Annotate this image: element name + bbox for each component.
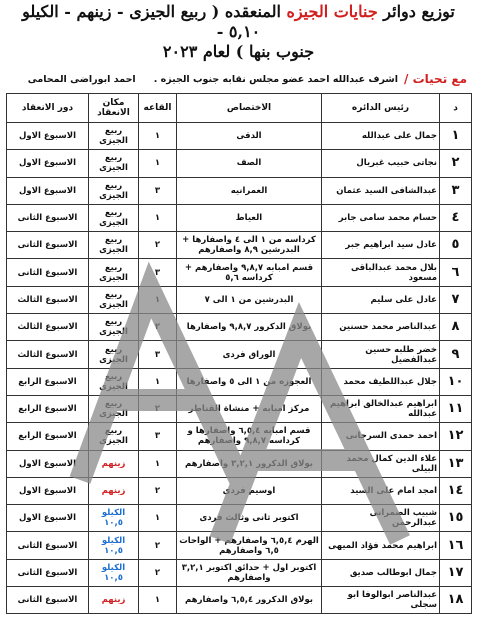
cell-session: الاسبوع الثانى	[7, 587, 89, 614]
table-row	[7, 341, 472, 368]
cell-number: ٩	[440, 341, 472, 368]
cell-jurisdiction: اكتوبر ثانى وثالث فردى	[177, 505, 322, 532]
cell-jurisdiction: بولاق الدكرور ٣,٢,١ واصفارهم	[177, 450, 322, 477]
cell-hall: ٢	[139, 477, 177, 504]
cell-chief: احمد حمدى السرجانى	[322, 423, 440, 450]
cell-jurisdiction: قسم امبابه ٩,٨,٧ واصفارهم + كرداسه ٥,٦	[177, 259, 322, 286]
cell-number: ١٦	[440, 532, 472, 559]
cell-number: ١٢	[440, 423, 472, 450]
cell-session: الاسبوع الاول	[7, 450, 89, 477]
subheader	[10, 70, 467, 88]
cell-number: ١١	[440, 395, 472, 422]
cell-session: الاسبوع الثالث	[7, 341, 89, 368]
cell-place: الكيلو ١٠,٥	[89, 505, 139, 532]
table-row	[7, 395, 472, 422]
cell-jurisdiction: الوراق فردى	[177, 341, 322, 368]
cell-hall: ٢	[139, 395, 177, 422]
cell-number: ١٧	[440, 559, 472, 586]
table-row	[7, 532, 472, 559]
cell-hall: ٣	[139, 177, 177, 204]
table-row	[7, 505, 472, 532]
title-part-1: توزيع دوائر	[383, 2, 455, 21]
cell-chief: بلال محمد عبدالباقى مسعود	[322, 259, 440, 286]
cell-jurisdiction: بولاق الدكرور ٦,٥,٤ واصفارهم	[177, 587, 322, 614]
table-row	[7, 259, 472, 286]
table-row	[7, 477, 472, 504]
cell-place: ربيع الجيزى	[89, 123, 139, 150]
cell-place: ربيع الجيزى	[89, 341, 139, 368]
cell-number: ٨	[440, 314, 472, 341]
cell-hall: ٢	[139, 532, 177, 559]
cell-jurisdiction: البدرشين من ١ الى ٧	[177, 286, 322, 313]
cell-chief: ابراهيم محمد فؤاد الميهى	[322, 532, 440, 559]
cell-chief: حسام محمد سامى جابر	[322, 204, 440, 231]
cell-number: ١٥	[440, 505, 472, 532]
header-hall: القاعه	[139, 94, 177, 123]
table-body	[7, 123, 472, 614]
cell-place: ربيع الجيزى	[89, 368, 139, 395]
cell-session: الاسبوع الثانى	[7, 232, 89, 259]
cell-jurisdiction: كرداسه من ١ الى ٤ واصفارها + البدرشين ٨,٩ واصفارهم	[177, 232, 322, 259]
table-row	[7, 232, 472, 259]
table-row	[7, 204, 472, 231]
cell-session: الاسبوع الثانى	[7, 204, 89, 231]
table-row	[7, 423, 472, 450]
cell-chief: امجد امام على السيد	[322, 477, 440, 504]
cell-number: ١٠	[440, 368, 472, 395]
cell-place: ربيع الجيزى	[89, 204, 139, 231]
cell-hall: ٣	[139, 259, 177, 286]
cell-chief: عبدالناصر ابوالوفا ابو سجلى	[322, 587, 440, 614]
header-chief: رئيس الدائره	[322, 94, 440, 123]
cell-session: الاسبوع الاول	[7, 150, 89, 177]
cell-chief: عادل سيد ابراهيم جبر	[322, 232, 440, 259]
cell-hall: ١	[139, 587, 177, 614]
cell-number: ٤	[440, 204, 472, 231]
cell-number: ٢	[440, 150, 472, 177]
cell-chief: عبدالشافى السيد عثمان	[322, 177, 440, 204]
cell-chief: خضر طلبه حسين عبدالفضيل	[322, 341, 440, 368]
cell-number: ٥	[440, 232, 472, 259]
table-row	[7, 587, 472, 614]
cell-hall: ١	[139, 286, 177, 313]
cell-number: ٧	[440, 286, 472, 313]
header-jurisdiction: الاختصاص	[177, 94, 322, 123]
cell-place: ربيع الجيزى	[89, 423, 139, 450]
cell-place: ربيع الجيزى	[89, 177, 139, 204]
cell-session: الاسبوع الثالث	[7, 286, 89, 313]
cell-hall: ٣	[139, 341, 177, 368]
cell-hall: ٣	[139, 423, 177, 450]
cell-jurisdiction: مركز امبابه + منشاة القناطر	[177, 395, 322, 422]
header-session: دور الانعقاد	[7, 94, 89, 123]
cell-session: الاسبوع الثالث	[7, 314, 89, 341]
cell-hall: ١	[139, 204, 177, 231]
cell-place: ربيع الجيزى	[89, 395, 139, 422]
cell-number: ١٤	[440, 477, 472, 504]
table-row	[7, 450, 472, 477]
cell-jurisdiction: العمرانيه	[177, 177, 322, 204]
cell-hall: ١	[139, 368, 177, 395]
cell-place: الكيلو ١٠,٥	[89, 532, 139, 559]
cell-chief: ابراهيم عبدالخالق ابراهيم عبدالله	[322, 395, 440, 422]
table-row	[7, 177, 472, 204]
cell-chief: شبيب الضمرانى عبدالرحمن	[322, 505, 440, 532]
cell-jurisdiction: الهرم ٦,٥,٤ واصفارهم + الواحات ٦,٥ واصفارهم	[177, 532, 322, 559]
table-row	[7, 314, 472, 341]
cell-number: ١٨	[440, 587, 472, 614]
cell-place: ربيع الجيزى	[89, 286, 139, 313]
document-title	[6, 2, 471, 62]
cell-session: الاسبوع الثانى	[7, 259, 89, 286]
cell-session: الاسبوع الاول	[7, 505, 89, 532]
cell-jurisdiction: الصف	[177, 150, 322, 177]
cell-chief: عبدالناصر محمد حسنين	[322, 314, 440, 341]
cell-number: ١	[440, 123, 472, 150]
title-line-2: جنوب بنها ) لعام ٢٠٢٣	[162, 42, 315, 61]
cell-session: الاسبوع الثانى	[7, 532, 89, 559]
cell-jurisdiction: قسم امبابه ٦,٥,٤ واصفارها و كرداسه ٩,٨,٧ واصفارهم	[177, 423, 322, 450]
table-row	[7, 286, 472, 313]
cell-chief: جلال عبداللطيف محمد	[322, 368, 440, 395]
table-row	[7, 559, 472, 586]
cell-session: الاسبوع الاول	[7, 123, 89, 150]
cell-jurisdiction: اوسيم فردى	[177, 477, 322, 504]
cell-hall: ١	[139, 150, 177, 177]
cell-place: الكيلو ١٠,٥	[89, 559, 139, 586]
cell-jurisdiction: اكتوبر اول + حدائق اكتوبر ٣,٢,١ واصفارهم	[177, 559, 322, 586]
cell-place: ربيع الجيزى	[89, 314, 139, 341]
cell-number: ٣	[440, 177, 472, 204]
cell-chief: نجاتى حبيب غبريال	[322, 150, 440, 177]
author-2: احمد ابوراضى المحامى	[27, 73, 136, 85]
cell-jurisdiction: العياط	[177, 204, 322, 231]
cell-number: ٦	[440, 259, 472, 286]
cell-jurisdiction: الدقى	[177, 123, 322, 150]
cell-hall: ٢	[139, 559, 177, 586]
cell-place: ربيع الجيزى	[89, 259, 139, 286]
cell-jurisdiction: بولاق الدكرور ٩,٨,٧ واصفارها	[177, 314, 322, 341]
cell-session: الاسبوع الاول	[7, 177, 89, 204]
cell-place: ربيع الجيزى	[89, 150, 139, 177]
cell-session: الاسبوع الرابع	[7, 395, 89, 422]
cell-chief: جمال على عبدالله	[322, 123, 440, 150]
cell-chief: علاء الدين كمال محمد البيلى	[322, 450, 440, 477]
cell-session: الاسبوع الثانى	[7, 559, 89, 586]
table-row	[7, 368, 472, 395]
cell-session: الاسبوع الرابع	[7, 423, 89, 450]
title-court-name: جنايات الجيزه	[286, 2, 378, 21]
cell-chief: جمال ابوطالب صديق	[322, 559, 440, 586]
header-place: مكان الانعقاد	[89, 94, 139, 123]
table-row	[7, 150, 472, 177]
cell-hall: ١	[139, 450, 177, 477]
cell-hall: ١	[139, 123, 177, 150]
cell-chief: عادل على سليم	[322, 286, 440, 313]
cell-place: ربيع الجيزى	[89, 232, 139, 259]
cell-number: ١٣	[440, 450, 472, 477]
circuits-table	[6, 93, 472, 614]
table-header-row	[7, 94, 472, 123]
cell-place: زينهم	[89, 587, 139, 614]
cell-place: زينهم	[89, 450, 139, 477]
author-1: اشرف عبدالله احمد عضو مجلس نقابه جنوب الجيزه .	[153, 73, 399, 85]
cell-hall: ٢	[139, 314, 177, 341]
cell-hall: ٢	[139, 232, 177, 259]
cell-session: الاسبوع الاول	[7, 477, 89, 504]
cell-jurisdiction: العجوزه من ١ الى ٥ واصفارها	[177, 368, 322, 395]
greeting-text: مع تحيات /	[404, 72, 467, 86]
title-line-1	[6, 2, 471, 42]
cell-place: زينهم	[89, 477, 139, 504]
table-row	[7, 123, 472, 150]
cell-hall: ١	[139, 505, 177, 532]
cell-session: الاسبوع الرابع	[7, 368, 89, 395]
header-number: د	[440, 94, 472, 123]
title-part-2: المنعقده ( ربيع الجيزى - زينهم - الكيلو ٥,١٠ -	[22, 2, 281, 41]
